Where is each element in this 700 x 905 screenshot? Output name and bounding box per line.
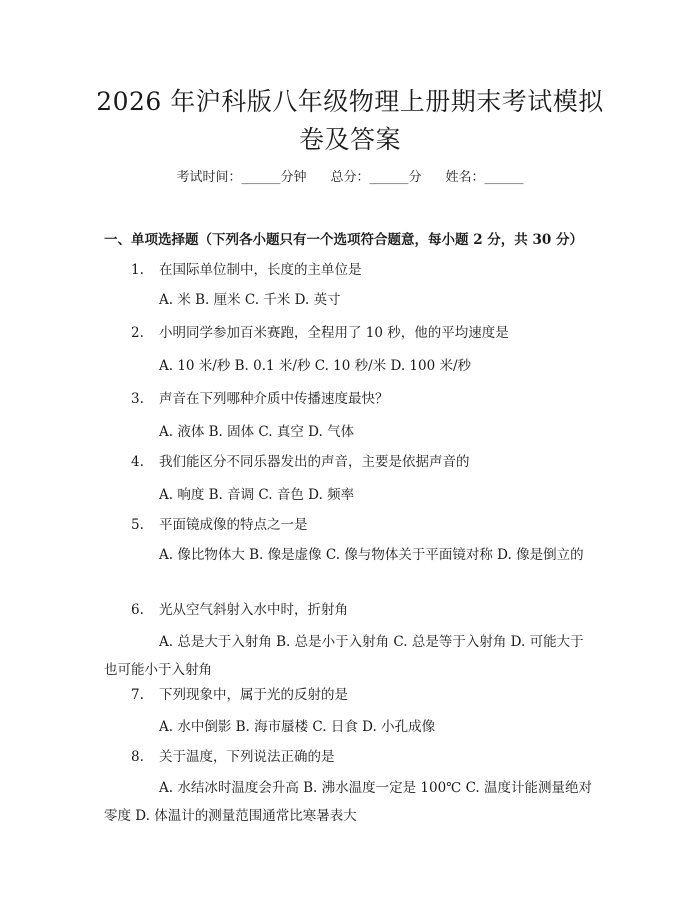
question-number: 4. xyxy=(131,454,144,470)
question-8 xyxy=(104,747,604,767)
exam-meta xyxy=(0,168,700,188)
section-heading: 一、单项选择题（下列各小题只有一个选项符合题意，每小题 2 分，共 30 分） xyxy=(104,232,583,248)
question-text: 我们能区分不同乐器发出的声音，主要是依据声音的 xyxy=(159,454,470,470)
question-number: 1. xyxy=(131,262,144,278)
question-text: 平面镜成像的特点之一是 xyxy=(159,517,308,533)
question-7 xyxy=(104,685,604,705)
question-2-options: A. 10 米/秒 B. 0.1 米/秒 C. 10 秒/米 D. 100 米/秒 xyxy=(159,358,472,374)
question-6-options: A. 总是大于入射角 B. 总是小于入射角 C. 总是等于入射角 D. 可能大于也可能小于入射角 xyxy=(104,634,584,678)
exam-title-line2: 卷及答案 xyxy=(298,125,401,154)
question-2 xyxy=(104,323,604,343)
question-text: 光从空气斜射入水中时，折射角 xyxy=(159,602,348,618)
exam-title-line1: 2026 年沪科版八年级物理上册期末考试模拟 xyxy=(96,87,604,116)
question-1 xyxy=(104,260,604,280)
question-3-options: A. 液体 B. 固体 C. 真空 D. 气体 xyxy=(159,424,355,440)
question-8-options: A. 水结冰时温度会升高 B. 沸水温度一定是 100℃ C. 温度计能测量绝对零度 D. 体温计的测量范围通常比寒暑表大 xyxy=(104,780,593,824)
question-5 xyxy=(104,515,604,535)
total-score-field: 总分：______分 xyxy=(330,170,422,185)
question-number: 7. xyxy=(131,687,144,703)
question-text: 小明同学参加百米赛跑，全程用了 10 秒，他的平均速度是 xyxy=(159,325,509,341)
question-5-options: A. 像比物体大 B. 像是虚像 C. 像与物体关于平面镜对称 D. 像是倒立的 xyxy=(159,547,584,563)
exam-time-field: 考试时间：______分钟 xyxy=(176,170,307,185)
question-1-options: A. 米 B. 厘米 C. 千米 D. 英寸 xyxy=(159,292,341,308)
question-number: 3. xyxy=(131,391,144,407)
question-number: 5. xyxy=(131,517,144,533)
name-field: 姓名：______ xyxy=(445,170,524,185)
question-4-options: A. 响度 B. 音调 C. 音色 D. 频率 xyxy=(159,487,355,503)
question-text: 关于温度，下列说法正确的是 xyxy=(159,749,335,765)
question-number: 2. xyxy=(131,325,144,341)
question-number: 8. xyxy=(131,749,144,765)
question-7-options: A. 水中倒影 B. 海市蜃楼 C. 日食 D. 小孔成像 xyxy=(159,719,436,735)
question-number: 6. xyxy=(131,602,144,618)
question-3 xyxy=(104,389,604,409)
question-text: 在国际单位制中，长度的主单位是 xyxy=(159,262,362,278)
question-6 xyxy=(104,600,604,620)
question-text: 下列现象中，属于光的反射的是 xyxy=(159,687,348,703)
question-4 xyxy=(104,452,604,472)
question-text: 声音在下列哪种介质中传播速度最快？ xyxy=(159,391,389,407)
